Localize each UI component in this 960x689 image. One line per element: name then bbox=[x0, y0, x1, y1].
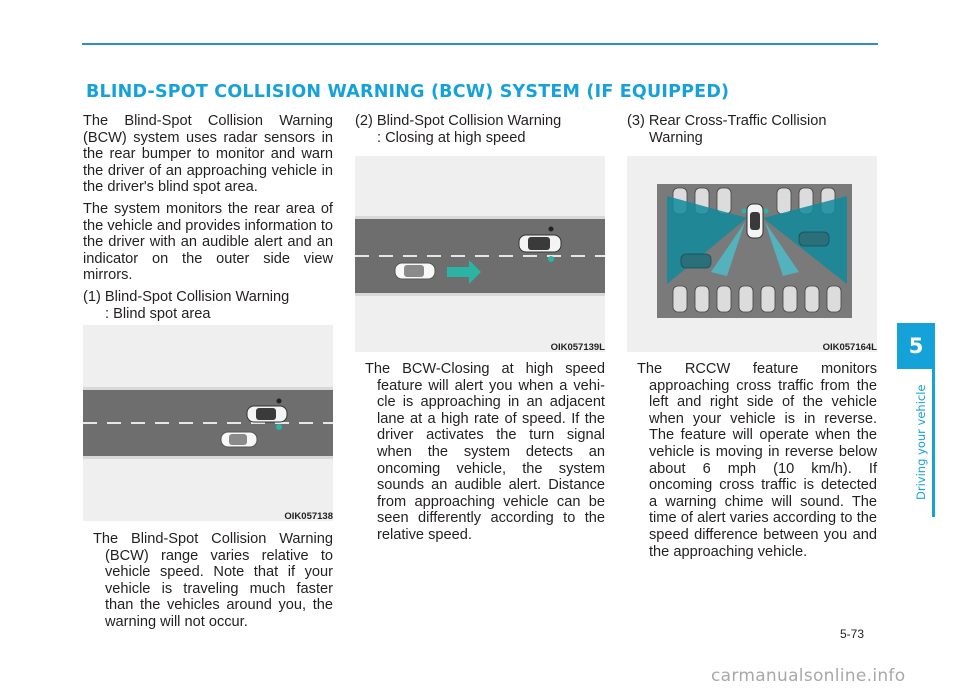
item-2-heading bbox=[355, 113, 605, 146]
sensor-dot-bottom bbox=[276, 424, 282, 430]
item-2-description: The BCW-Closing at high speed feature will alert you when a vehi-cle is approaching in an adjacent lane at a high rate of speed. If the driver activates the turn signal when the system detects an oncoming vehicle, the system sounds an audible alert. Distance from approaching vehicle can be seen differently according to the relative speed. bbox=[365, 361, 605, 543]
header-rule bbox=[82, 43, 878, 45]
figure-code-2: OIK057139L bbox=[550, 342, 605, 353]
item-1-description: The Blind-Spot Collision Warning (BCW) range varies relative to vehicle speed. Note that if your vehicle is traveling much faster than the vehicles around you, the warning will not occur. bbox=[93, 531, 333, 630]
page-number: 5-73 bbox=[840, 627, 865, 641]
intro-paragraph-1: The Blind-Spot Collision Warning (BCW) system uses radar sensors in the rear bumper to monitor and warn the driver of an approaching vehicle in the driver's blind spot area. bbox=[83, 113, 333, 196]
cross-traffic-vehicle-left bbox=[681, 254, 711, 268]
column-2 bbox=[355, 113, 605, 156]
sensor-dot-left bbox=[742, 209, 747, 214]
sensor-dot-top bbox=[549, 227, 554, 232]
sensor-dot-top bbox=[277, 399, 282, 404]
figure-closing-high-speed bbox=[355, 156, 605, 352]
item-2-title: (2) Blind-Spot Collision Warning bbox=[355, 113, 562, 129]
approaching-vehicle bbox=[395, 263, 435, 279]
item-2-description-block bbox=[355, 361, 605, 544]
chapter-number-badge: 5 bbox=[897, 323, 935, 369]
cross-traffic-vehicle-right bbox=[799, 232, 829, 246]
parking-lot-illustration bbox=[627, 156, 877, 352]
chapter-label: Driving your vehicle bbox=[914, 384, 928, 500]
watermark: carmanualsonline.info bbox=[711, 666, 906, 686]
item-3-description: The RCCW feature monitors approaching cross traffic from the left and right side of the vehicle when your vehicle is in reverse. The feature will operate when the vehicle is moving in reverse below about 6 mph (10 km/h). If oncoming cross traffic is detected a warning chime will sound. The time of alert varies according to the speed difference between you and the approaching vehicle. bbox=[637, 361, 877, 560]
section-title: BLIND-SPOT COLLISION WARNING (BCW) SYSTEM (IF EQUIPPED) bbox=[86, 82, 730, 102]
item-2-subtitle: : Closing at high speed bbox=[377, 129, 526, 146]
sensor-dot-right bbox=[764, 209, 769, 214]
sensor-dot-bottom bbox=[548, 256, 554, 262]
intro-paragraph-2: The system monitors the rear area of the vehicle and provides information to the driver with an audible alert and an indicator on the outer side view mirrors. bbox=[83, 200, 333, 284]
approaching-vehicle bbox=[221, 432, 257, 447]
item-1-heading bbox=[83, 289, 333, 322]
figure-code-3: OIK057164L bbox=[822, 342, 877, 353]
item-3-subtitle: Warning bbox=[649, 129, 703, 146]
item-1-title: (1) Blind-Spot Collision Warning bbox=[83, 288, 290, 305]
own-vehicle bbox=[247, 406, 287, 422]
item-3-heading bbox=[627, 113, 877, 146]
figure-rear-cross-traffic bbox=[627, 156, 877, 352]
own-vehicle bbox=[747, 204, 763, 238]
figure-code-1: OIK057138 bbox=[284, 511, 333, 522]
chapter-strip bbox=[932, 369, 935, 517]
road-illustration-2 bbox=[355, 156, 605, 352]
column-1 bbox=[83, 113, 333, 332]
figure-blind-spot-area bbox=[83, 325, 333, 521]
item-3-title: (3) Rear Cross-Traffic Collision bbox=[627, 113, 827, 129]
column-3 bbox=[627, 113, 877, 156]
item-1-description-block bbox=[83, 531, 333, 631]
item-1-subtitle: : Blind spot area bbox=[105, 305, 211, 322]
road-illustration-1 bbox=[83, 325, 333, 521]
own-vehicle bbox=[519, 235, 561, 252]
item-3-description-block bbox=[627, 361, 877, 560]
